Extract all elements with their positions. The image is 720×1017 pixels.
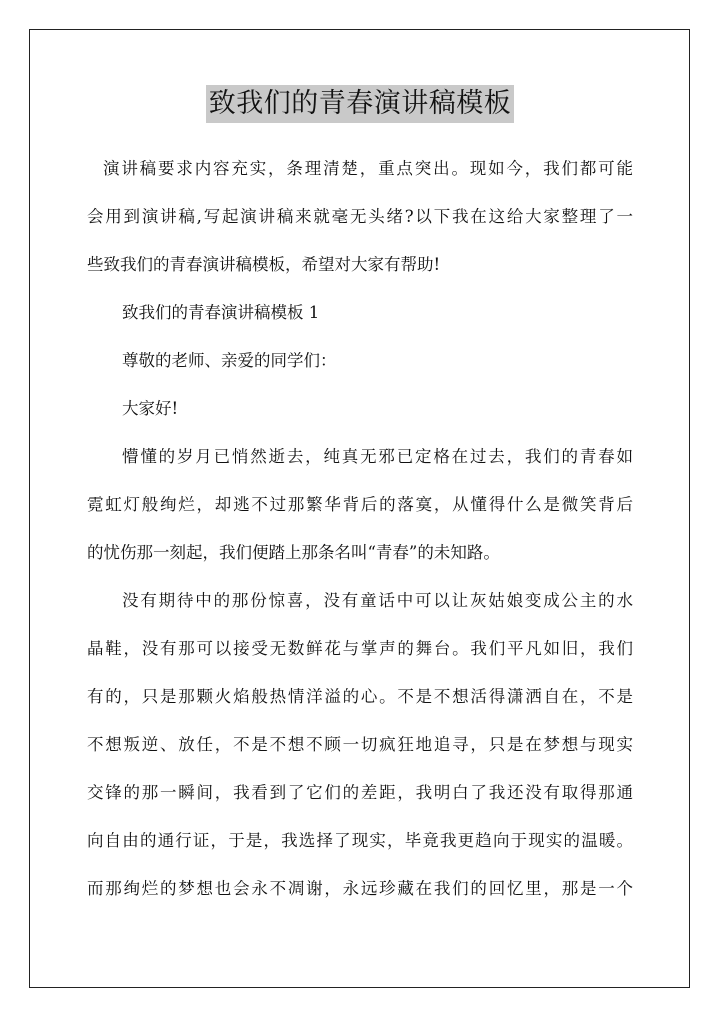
section-heading: 致我们的青春演讲稿模板 1 — [122, 303, 320, 322]
intro-line: 演讲稿要求内容充实，条理清楚，重点突出。现如今，我们都可能 — [103, 159, 633, 178]
paragraph-line: 向自由的通行证，于是，我选择了现实，毕竟我更趋向于现实的温暖。 — [87, 831, 633, 850]
paragraph-line: 而那绚烂的梦想也会永不凋谢，永远珍藏在我们的回忆里，那是一个 — [87, 879, 633, 898]
paragraph-line: 懵懂的岁月已悄然逝去，纯真无邪已定格在过去，我们的青春如 — [122, 447, 633, 466]
paragraph-line: 有的，只是那颗火焰般热情洋溢的心。不是不想活得潇洒自在，不是 — [87, 687, 633, 706]
document-body — [87, 151, 633, 907]
paragraph-line: 不想叛逆、放任，不是不想不顾一切疯狂地追寻，只是在梦想与现实 — [87, 735, 633, 754]
paragraph-line: 的忧伤那一刻起，我们便踏上那条名叫“青春”的未知路。 — [87, 543, 500, 562]
document-title: 致我们的青春演讲稿模板 — [206, 85, 515, 123]
title-container — [0, 85, 720, 123]
intro-line: 会用到演讲稿,写起演讲稿来就毫无头绪?以下我在这给大家整理了一 — [87, 207, 633, 226]
paragraph-line: 交锋的那一瞬间，我看到了它们的差距，我明白了我还没有取得那通 — [87, 783, 633, 802]
paragraph-line: 晶鞋，没有那可以接受无数鲜花与掌声的舞台。我们平凡如旧，我们 — [87, 639, 633, 658]
paragraph-line: 没有期待中的那份惊喜，没有童话中可以让灰姑娘变成公主的水 — [122, 591, 633, 610]
paragraph-line: 霓虹灯般绚烂，却逃不过那繁华背后的落寞，从懂得什么是微笑背后 — [87, 495, 633, 514]
salutation: 尊敬的老师、亲爱的同学们： — [122, 351, 337, 370]
greeting: 大家好! — [122, 399, 179, 418]
intro-line: 些致我们的青春演讲稿模板，希望对大家有帮助! — [87, 255, 441, 274]
